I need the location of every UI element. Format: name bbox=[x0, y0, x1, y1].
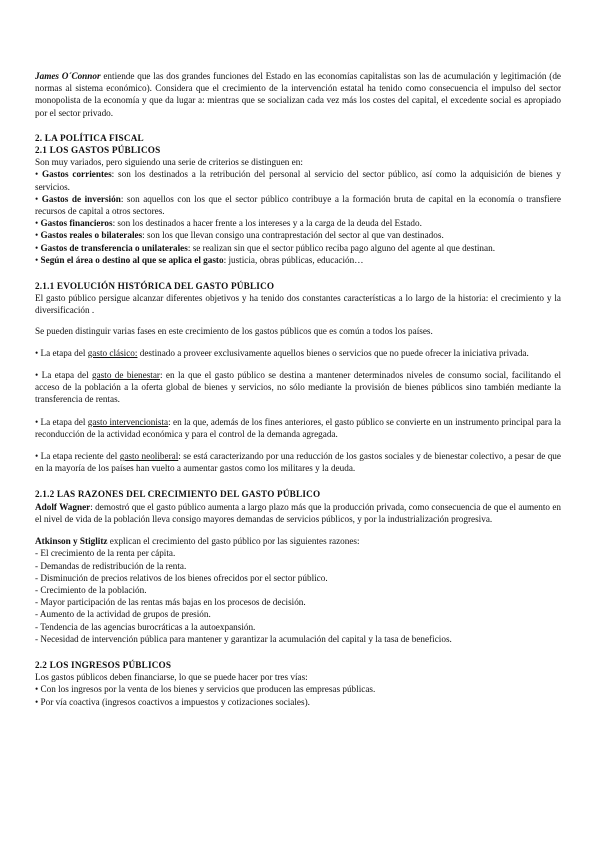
reason-item: - Necesidad de intervención pública para mantener y garantizar la acumulación del capital y la tasa de beneficios. bbox=[35, 633, 452, 644]
list-item: • Con los ingresos por la venta de los bienes y servicios que producen las empresas públicas. bbox=[35, 684, 376, 695]
paragraph: Se pueden distinguir varias fases en este crecimiento de los gastos públicos que es común a todos los países. bbox=[35, 325, 433, 336]
intro-paragraph bbox=[35, 70, 561, 119]
list-item: • Gastos financieros: son los destinados a hacer frente a los intereses y a la carga de la deuda del Estado. bbox=[35, 218, 422, 229]
reason-item: - Demandas de redistribución de la renta. bbox=[35, 560, 187, 571]
document-page bbox=[35, 70, 561, 708]
list-item: • Según el área o destino al que se aplica el gasto: justicia, obras públicas, educación… bbox=[35, 254, 364, 265]
author-name: James O´Connor bbox=[35, 71, 101, 81]
subsection-title: 2.1.2 LAS RAZONES DEL CRECIMIENTO DEL GASTO PÚBLICO bbox=[35, 489, 321, 500]
phase-item: • La etapa del gasto intervencionista: en la que, además de los fines anteriores, el gasto público se convierte en un instrumento principal para la reconducción de la actividad económica y para el control de la demanda agregada. bbox=[35, 416, 561, 439]
subsection-title: 2.2 LOS INGRESOS PÚBLICOS bbox=[35, 659, 172, 670]
paragraph: El gasto público persigue alcanzar diferentes objetivos y ha tenido dos constantes características a lo largo de la historia: el crecimiento y la diversificación . bbox=[35, 293, 561, 316]
lead-text: Son muy variados, pero siguiendo una serie de criterios se distinguen en: bbox=[35, 157, 303, 168]
reason-item: - Aumento de la actividad de grupos de presión. bbox=[35, 609, 211, 620]
section-title: 2. LA POLÍTICA FISCAL bbox=[35, 132, 144, 143]
phase-item: • La etapa reciente del gasto neoliberal: se está caracterizando por una reducción de los gastos sociales y de bienestar colectivo, a pesar de que en la mayoría de los países han vuelto a aumentar gastos como los militares y la deuda. bbox=[35, 451, 561, 474]
paragraph: Atkinson y Stiglitz explican el crecimiento del gasto público por las siguientes razones: bbox=[35, 536, 360, 547]
intro-text: entiende que las dos grandes funciones del Estado en las economías capitalistas son las de acumulación y legitimación (de normas al sistema económico). Considera que el crecimiento de la intervención estatal ha tenido como consecuencia el impulso del sector monopolista de la economía y que da lugar a: mientras que se socializan cada vez más los costes del capital, el excedente social es apropiado por el sector privado. bbox=[35, 71, 562, 118]
list-item: • Por vía coactiva (ingresos coactivos a impuestos y cotizaciones sociales). bbox=[35, 696, 310, 707]
list-item: • Gastos de inversión: son aquellos con los que el sector público contribuye a la formación bruta de capital en la economía o transfiere recursos de capital a otros sectores. bbox=[35, 193, 561, 217]
list-item: • Gastos de transferencia o unilaterales: se realizan sin que el sector público reciba pago alguno del agente al que destinan. bbox=[35, 242, 495, 253]
subsection-title: 2.1 LOS GASTOS PÚBLICOS bbox=[35, 145, 161, 156]
reason-item: - Disminución de precios relativos de los bienes ofrecidos por el sector público. bbox=[35, 572, 328, 583]
list-item: • Gastos reales o bilaterales: son los que llevan consigo una contraprestación del sector al que van destinados. bbox=[35, 230, 444, 241]
reason-item: - Mayor participación de las rentas más bajas en los procesos de decisión. bbox=[35, 597, 306, 608]
phase-item: • La etapa del gasto clásico: destinado a proveer exclusivamente aquellos bienes o servicios que no puede ofrecer la iniciativa privada. bbox=[35, 347, 529, 358]
reason-item: - Crecimiento de la población. bbox=[35, 584, 147, 595]
subsection-title: 2.1.1 EVOLUCIÓN HISTÓRICA DEL GASTO PÚBLICO bbox=[35, 281, 275, 292]
phase-item: • La etapa del gasto de bienestar: en la que el gasto público se destina a mantener determinados niveles de consumo social, facilitando el acceso de la población a la oferta global de bienes y servicios, no sólo mediante la provisión de bienes públicos sino también mediante la transferencia de rentas. bbox=[35, 370, 561, 405]
list-item: • Gastos corrientes: son los destinados a la retribución del personal al servicio del sector público, así como la adquisición de bienes y servicios. bbox=[35, 169, 562, 192]
reason-item: - Tendencia de las agencias burocráticas a la autoexpansión. bbox=[35, 621, 256, 632]
lead-text: Los gastos públicos deben financiarse, lo que se puede hacer por tres vías: bbox=[35, 672, 308, 683]
paragraph: Adolf Wagner: demostró que el gasto público aumenta a largo plazo más que la producción privada, como consecuencia de que el aumento en el nivel de vida de la población lleva consigo mayores demandas de servicios públicos, y por la industrialización progresiva. bbox=[35, 501, 561, 524]
reason-item: - El crecimiento de la renta per cápita. bbox=[35, 548, 176, 559]
